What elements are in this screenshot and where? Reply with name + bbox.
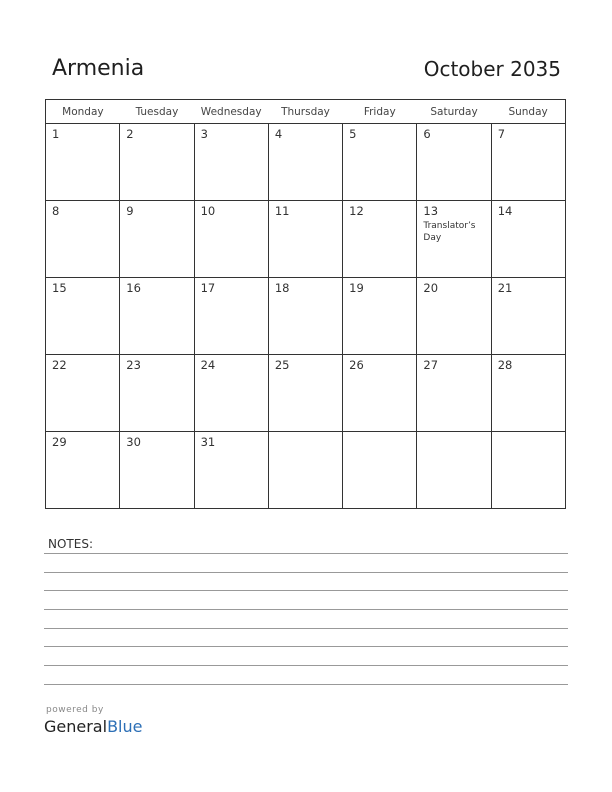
day-number: 19 (349, 281, 364, 295)
day-cell (120, 278, 194, 355)
day-cell (46, 432, 120, 509)
note-line (44, 572, 568, 573)
weekday-header: Wednesday (194, 100, 268, 124)
powered-by-text: powered by (46, 705, 104, 715)
day-number: 21 (497, 281, 513, 295)
day-cell (46, 355, 120, 432)
notes-label: NOTES: (48, 537, 93, 551)
day-number: 5 (349, 127, 357, 141)
weekday-header: Saturday (417, 100, 491, 124)
day-cell (343, 278, 417, 355)
weekday-header: Tuesday (120, 100, 194, 124)
day-number: 26 (349, 358, 364, 372)
brand-logo (44, 717, 142, 736)
day-number: 6 (423, 127, 431, 141)
weekday-header: Sunday (491, 100, 565, 124)
day-cell (417, 278, 491, 355)
day-number: 14 (497, 204, 513, 218)
day-number: 2 (126, 127, 134, 141)
note-line (44, 609, 568, 610)
day-number: 18 (274, 281, 290, 295)
weekday-header: Monday (46, 100, 120, 124)
day-number: 28 (497, 358, 513, 372)
day-number: 20 (423, 281, 439, 295)
day-cell (268, 278, 342, 355)
day-number: 12 (349, 204, 364, 218)
day-cell (120, 201, 194, 278)
brand-name-part2: Blue (107, 717, 143, 736)
day-cell (194, 278, 268, 355)
day-cell (491, 201, 565, 278)
day-cell (46, 124, 120, 201)
day-number: 29 (52, 435, 67, 449)
day-number: 17 (200, 281, 216, 295)
day-cell (268, 124, 342, 201)
week-row (46, 124, 566, 201)
weekday-header: Thursday (268, 100, 342, 124)
day-cell (120, 432, 194, 509)
day-cell (268, 201, 342, 278)
day-cell (417, 124, 491, 201)
day-number: 15 (52, 281, 67, 295)
weekday-header: Friday (343, 100, 417, 124)
day-cell (491, 278, 565, 355)
day-cell (417, 355, 491, 432)
day-cell (194, 432, 268, 509)
day-number: 23 (126, 358, 141, 372)
day-cell (194, 124, 268, 201)
day-cell (491, 124, 565, 201)
day-number: 16 (126, 281, 141, 295)
day-cell (343, 201, 417, 278)
day-number: 3 (200, 127, 208, 141)
day-number: 4 (274, 127, 283, 141)
day-cell (120, 124, 194, 201)
brand-name-part1: General (44, 717, 108, 736)
day-cell (343, 124, 417, 201)
day-cell (268, 432, 342, 509)
calendar-grid (45, 99, 566, 509)
day-cell (417, 432, 491, 509)
day-cell (194, 201, 268, 278)
day-number: 11 (274, 204, 290, 218)
day-cell (343, 355, 417, 432)
week-row (46, 355, 566, 432)
note-line (44, 665, 568, 666)
day-number: 7 (497, 127, 506, 141)
month-year-title: October 2035 (423, 57, 561, 81)
day-number: 8 (52, 204, 60, 218)
note-line (44, 590, 568, 591)
day-cell (268, 355, 342, 432)
day-number: 9 (126, 204, 134, 218)
day-cell (46, 278, 120, 355)
day-number: 30 (126, 435, 141, 449)
day-cell (491, 432, 565, 509)
day-number: 27 (423, 358, 439, 372)
note-line (44, 628, 568, 629)
week-row (46, 278, 566, 355)
holiday-label: Translator’s Day (423, 221, 476, 243)
day-cell (120, 355, 194, 432)
week-row (46, 432, 566, 509)
day-cell (46, 201, 120, 278)
day-number: 31 (200, 435, 216, 449)
day-number: 22 (52, 358, 67, 372)
country-title: Armenia (52, 56, 145, 81)
day-number: 13 (423, 204, 439, 218)
note-line (44, 646, 568, 647)
day-cell (343, 432, 417, 509)
week-row (46, 201, 566, 278)
day-number: 1 (52, 127, 60, 141)
day-number: 24 (200, 358, 216, 372)
day-number: 25 (274, 358, 290, 372)
day-cell (417, 201, 491, 278)
note-line (44, 684, 568, 685)
day-cell (491, 355, 565, 432)
note-line (44, 553, 568, 554)
day-number: 10 (200, 204, 216, 218)
day-cell (194, 355, 268, 432)
weekday-header-row (46, 100, 566, 124)
